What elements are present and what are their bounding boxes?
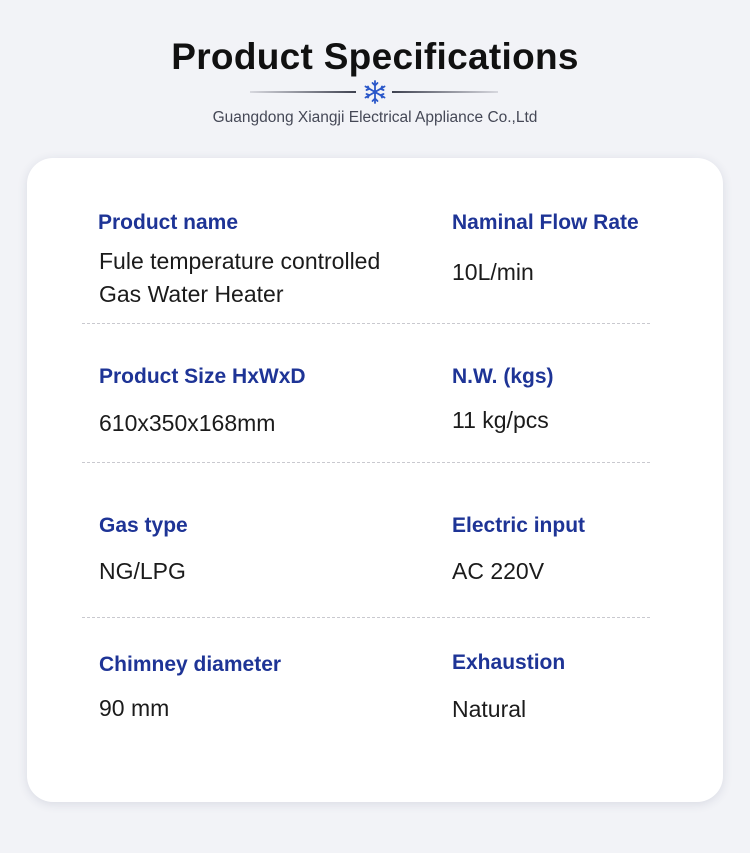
header bbox=[0, 0, 750, 150]
spec-label-electric-input: Electric input bbox=[452, 514, 586, 537]
spec-label-product-size: Product Size HxWxD bbox=[99, 365, 306, 388]
spec-label-exhaustion: Exhaustion bbox=[452, 651, 566, 674]
spec-label-net-weight: N.W. (kgs) bbox=[452, 365, 554, 388]
company-subtitle: Guangdong Xiangji Electrical Appliance Co.,Ltd bbox=[212, 109, 538, 126]
page-title: Product Specifications bbox=[171, 36, 579, 77]
spec-label-gas-type: Gas type bbox=[99, 514, 188, 537]
spec-value-chimney-diameter: 90 mm bbox=[99, 695, 170, 721]
row-divider bbox=[82, 323, 650, 324]
spec-label-flow-rate: Naminal Flow Rate bbox=[452, 211, 639, 234]
spec-value-product-name-line1: Fule temperature controlled bbox=[99, 248, 381, 274]
title-divider-right bbox=[392, 91, 498, 93]
row-divider bbox=[82, 617, 650, 618]
spec-value-product-name-line2: Gas Water Heater bbox=[99, 281, 284, 307]
spec-value-gas-type: NG/LPG bbox=[99, 558, 186, 584]
snowflake-icon bbox=[362, 79, 388, 105]
spec-value-electric-input: AC 220V bbox=[452, 558, 545, 584]
title-divider-left bbox=[250, 91, 356, 93]
spec-value-flow-rate: 10L/min bbox=[452, 259, 534, 285]
spec-label-chimney-diameter: Chimney diameter bbox=[99, 653, 282, 676]
spec-label-product-name: Product name bbox=[98, 211, 239, 234]
spec-value-exhaustion: Natural bbox=[452, 696, 527, 722]
row-divider bbox=[82, 462, 650, 463]
spec-value-product-size: 610x350x168mm bbox=[99, 410, 276, 436]
spec-value-net-weight: 11 kg/pcs bbox=[452, 407, 549, 433]
